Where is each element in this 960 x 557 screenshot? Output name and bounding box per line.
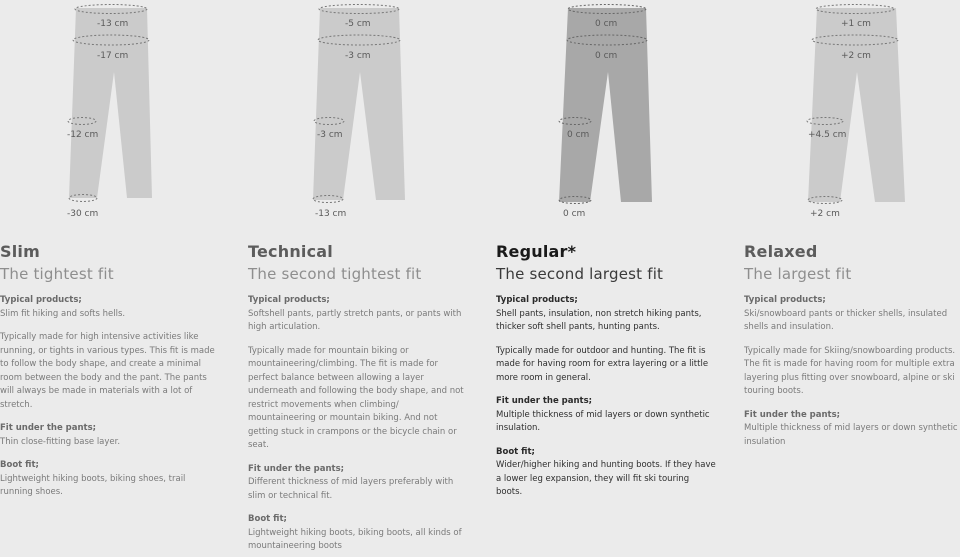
- under-text: Thin close-fitting base layer.: [0, 436, 121, 447]
- pants-silhouette-regular: [496, 0, 721, 225]
- hip-measurement: -17 cm: [97, 51, 129, 61]
- description-text: Typically made for Skiing/snowboarding products. The fit is made for having room for multiple extra layering plus fitting over snowboard, alpine or ski touring boots.: [744, 345, 956, 396]
- knee-measurement: -12 cm: [67, 130, 99, 140]
- fit-text-regular: [496, 242, 716, 500]
- knee-measurement: 0 cm: [567, 130, 590, 140]
- fit-name: Relaxed: [744, 242, 818, 261]
- fit-text-slim: [0, 242, 220, 500]
- products-text: Shell pants, insulation, non stretch hiking pants, thicker soft shell pants, hunting pants.: [496, 308, 702, 332]
- pants-silhouette-technical: [248, 0, 473, 225]
- description-text: Typically made for high intensive activities like running, or tights in various types. This fit is made to follow the body shape, and create a minimal room between the body and the pant. The pants will always be made in materials with a lot of stretch.: [0, 332, 215, 410]
- products-label: Typical products;: [744, 295, 826, 305]
- fit-column-slim: [0, 0, 225, 557]
- products-text: Slim fit hiking and softs hells.: [0, 308, 126, 319]
- boot-text: Lightweight hiking boots, biking boots, all kinds of mountaineering boots: [248, 527, 462, 551]
- waist-measurement: -5 cm: [345, 19, 371, 29]
- under-label: Fit under the pants;: [744, 409, 841, 420]
- description-text: Typically made for mountain biking or mountaineering/climbing. The fit is made for perfect balance between allowing a layer underneath and following the body shape, and not restrict movements when climbing/ mountaineering or mountain biking. And not getting stuck in crampons or the bicycle chain or seat.: [248, 345, 464, 450]
- products-label: Typical products;: [496, 295, 578, 305]
- under-label: Fit under the pants;: [248, 463, 345, 474]
- products-label: Typical products;: [248, 295, 330, 305]
- pants-figure-slim: [0, 0, 225, 225]
- description-text: Typically made for outdoor and hunting. The fit is made for having room for extra layering or a little more room in general.: [496, 345, 709, 383]
- under-label: Fit under the pants;: [496, 396, 593, 406]
- fit-column-relaxed: [744, 0, 960, 557]
- pants-figure-relaxed: [744, 0, 960, 225]
- boot-text: Wider/higher hiking and hunting boots. If they have a lower leg expansion, they will fit ski touring boots.: [496, 460, 716, 497]
- under-text: Multiple thickness of mid layers or down synthetic insulation: [744, 423, 958, 447]
- fit-subtitle: The second tightest fit: [248, 265, 422, 283]
- knee-measurement: +4.5 cm: [808, 130, 847, 140]
- pants-figure-regular: [496, 0, 721, 225]
- boot-text: Lightweight hiking boots, biking shoes, trail running shoes.: [0, 473, 186, 497]
- pants-figure-technical: [248, 0, 473, 225]
- fit-name: Slim: [0, 242, 40, 261]
- fit-subtitle: The largest fit: [744, 265, 852, 283]
- hip-measurement: -3 cm: [345, 51, 371, 61]
- boot-label: Boot fit;: [0, 460, 39, 470]
- fit-subtitle: The tightest fit: [0, 265, 114, 283]
- under-text: Multiple thickness of mid layers or down synthetic insulation.: [496, 409, 710, 433]
- fit-column-regular: [496, 0, 721, 557]
- hem-measurement: +2 cm: [810, 209, 840, 219]
- fit-text-relaxed: [744, 242, 960, 449]
- hem-measurement: -13 cm: [315, 209, 347, 219]
- pants-silhouette-relaxed: [744, 0, 960, 225]
- products-text: Ski/snowboard pants or thicker shells, insulated shells and insulation.: [744, 308, 948, 332]
- boot-label: Boot fit;: [248, 514, 287, 524]
- fit-subtitle: The second largest fit: [496, 265, 664, 283]
- fit-name: Regular*: [496, 242, 577, 261]
- waist-measurement: +1 cm: [841, 19, 871, 29]
- under-text: Different thickness of mid layers preferably with slim or technical fit.: [248, 477, 454, 501]
- hip-measurement: +2 cm: [841, 51, 871, 61]
- boot-label: Boot fit;: [496, 446, 535, 457]
- products-label: Typical products;: [0, 295, 82, 305]
- pants-silhouette-slim: [0, 0, 225, 225]
- fit-name: Technical: [248, 242, 333, 261]
- under-label: Fit under the pants;: [0, 423, 97, 433]
- fit-text-technical: [248, 242, 468, 554]
- hem-measurement: 0 cm: [563, 209, 586, 219]
- hem-measurement: -30 cm: [67, 209, 99, 219]
- knee-measurement: -3 cm: [317, 130, 343, 140]
- waist-measurement: 0 cm: [595, 19, 618, 29]
- products-text: Softshell pants, partly stretch pants, or pants with high articulation.: [248, 308, 462, 332]
- hip-measurement: 0 cm: [595, 51, 618, 61]
- fit-column-technical: [248, 0, 473, 557]
- waist-measurement: -13 cm: [97, 19, 129, 29]
